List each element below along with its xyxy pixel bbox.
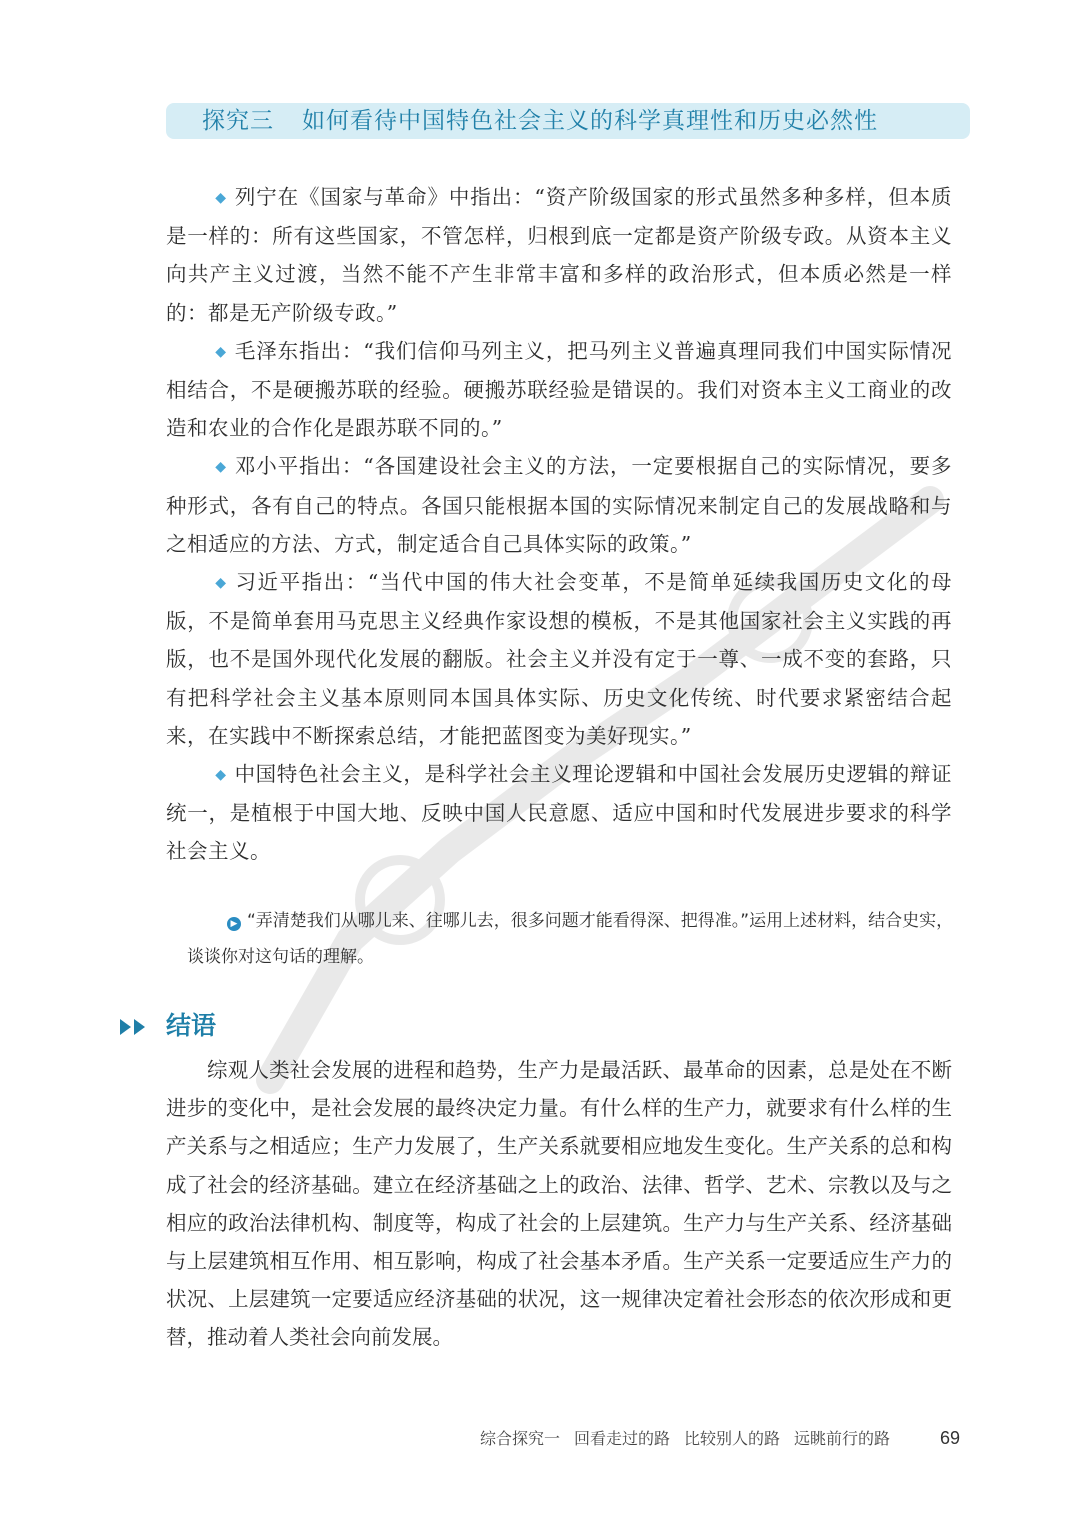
material-item: ◆ 列宁在《国家与革命》中指出：“资产阶级国家的形式虽然多种多样，但本质是一样的：所有这些国家，不管怎样，归根到底一定都是资产阶级专政。从资本主义向共产主义过渡，当然不能不产生非常丰富和多样的政治形式，但本质必然是一样的：都是无产阶级专政。” [166,185,952,325]
task-text: “弄清楚我们从哪儿来、往哪儿去，很多问题才能看得深、把得准。”运用上述材料，结合史实，谈谈你对这句话的理解。 [187,911,954,967]
footer-part2: 比较别人的路 [684,1429,781,1448]
double-arrow-icon [120,1018,150,1036]
discussion-task [187,903,967,975]
page-number: 69 [940,1428,961,1448]
material-item: ◆ 中国特色社会主义，是科学社会主义理论逻辑和中国社会发展历史逻辑的辩证统一，是植根于中国大地、反映中国人民意愿、适应中国和时代发展进步要求的科学社会主义。 [166,762,952,864]
section-banner [166,103,970,139]
diamond-bullet-icon: ◆ [215,343,227,360]
material-item: ◆ 习近平指出：“当代中国的伟大社会变革，不是简单延续我国历史文化的母版，不是简单套用马克思主义经典作家设想的模板，不是其他国家社会主义实践的再版，也不是国外现代化发展的翻版。社会主义并没有定于一尊、一成不变的套路，只有把科学社会主义基本原则同本国具体实际、历史文化传统、时代要求紧密结合起来，在实践中不断探索总结，才能把蓝图变为美好现实。” [166,570,952,748]
diamond-bullet-icon: ◆ [215,575,228,592]
material-item: ◆ 邓小平指出：“各国建设社会主义的方法，一定要根据自己的实际情况，要多种形式，各有自己的特点。各国只能根据本国的实际情况来制定自己的发展战略和与之相适应的方法、方式，制定适合自己具体实际的政策。” [166,454,952,556]
materials-list [166,178,952,871]
diamond-bullet-icon: ◆ [215,190,227,206]
conclusion-paragraph: 综观人类社会发展的进程和趋势，生产力是最活跃、最革命的因素，总是处在不断进步的变化中，是社会发展的最终决定力量。有什么样的生产力，就要求有什么样的生产关系与之相适应；生产力发展了，生产关系就要相应地发生变化。生产关系的总和构成了社会的经济基础。建立在经济基础之上的政治、法律、哲学、艺术、宗教以及与之相应的政治法律机构、制度等，构成了社会的上层建筑。生产力与生产关系、经济基础与上层建筑相互作用、相互影响，构成了社会基本矛盾。生产关系一定要适应生产力的状况、上层建筑一定要适应经济基础的状况，这一规律决定着社会形态的依次形成和更替，推动着人类社会向前发展。 [166,1058,952,1350]
footer-chapter: 综合探究一 [480,1429,561,1448]
conclusion-body [166,1051,952,1357]
diamond-bullet-icon: ◆ [215,767,227,784]
footer-part1: 回看走过的路 [574,1429,671,1448]
page-footer [480,1425,890,1453]
section-title: 如何看待中国特色社会主义的科学真理性和历史必然性 [302,108,878,134]
section-label: 探究三 [202,108,274,134]
play-arrow-icon: ▶ [227,917,241,931]
material-item: ◆ 毛泽东指出：“我们信仰马列主义，把马列主义普遍真理同我们中国实际情况相结合，不是硬搬苏联的经验。硬搬苏联经验是错误的。我们对资本主义工商业的改造和农业的合作化是跟苏联不同的。” [166,338,952,441]
footer-part3: 远眺前行的路 [794,1429,891,1448]
section-heading [202,105,878,137]
diamond-bullet-icon: ◆ [215,459,227,476]
conclusion-title: 结语 [166,1011,217,1040]
